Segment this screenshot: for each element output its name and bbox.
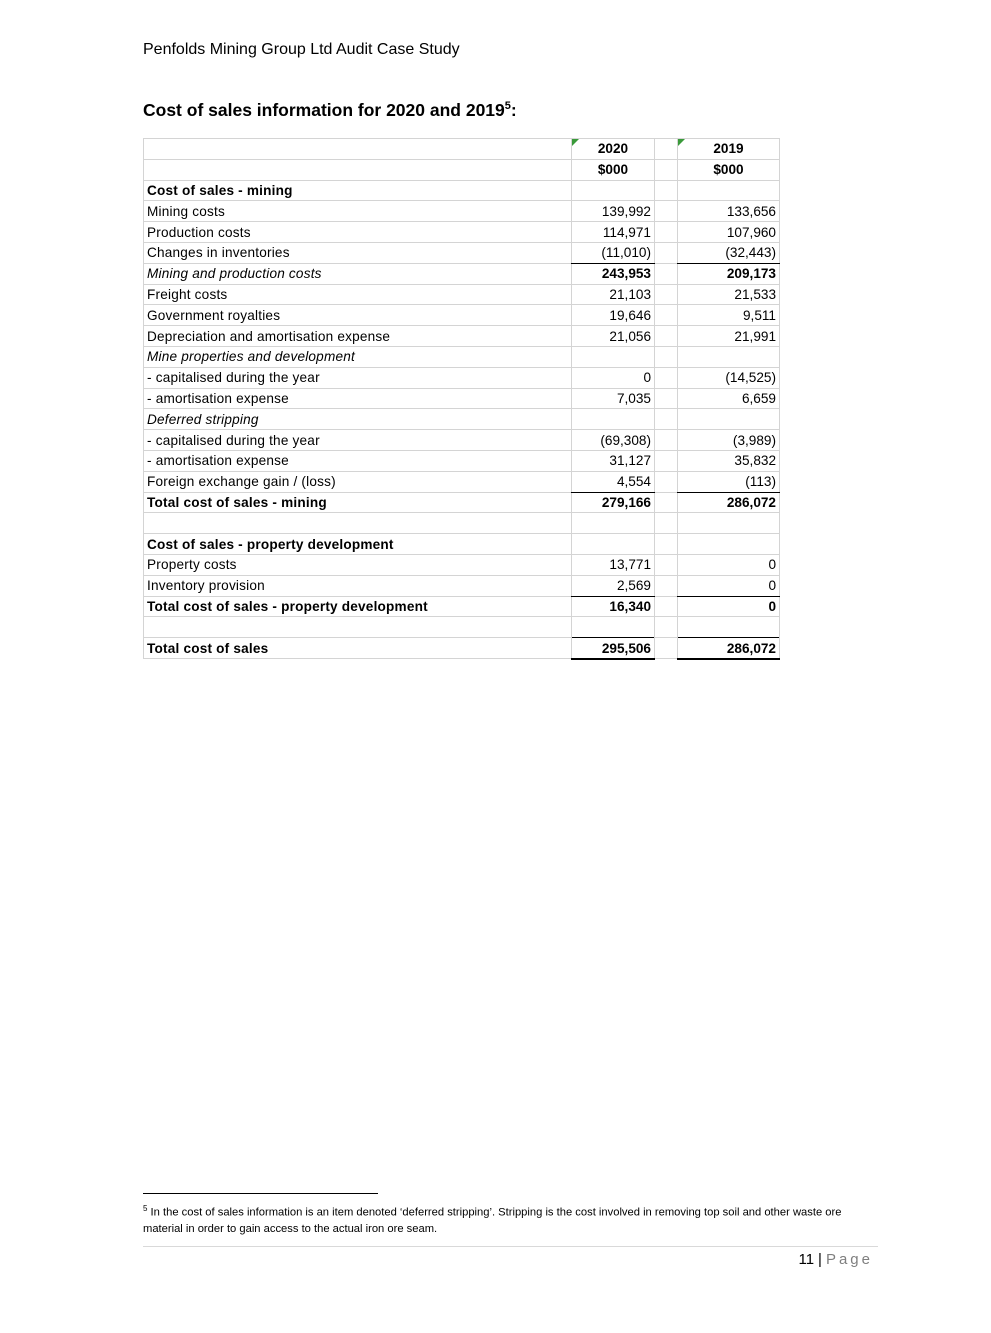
row-label: Cost of sales - mining (144, 180, 572, 201)
value-2020 (572, 409, 655, 430)
column-gap (655, 180, 678, 201)
header-label-cell (144, 159, 572, 180)
column-gap (655, 471, 678, 492)
value-2019: (32,443) (678, 242, 780, 263)
table-row (144, 554, 780, 575)
value-2020: 16,340 (572, 596, 655, 617)
column-gap (655, 326, 678, 347)
column-gap (655, 534, 678, 555)
header-2020-unit: $000 (572, 159, 655, 180)
row-label: Total cost of sales (144, 638, 572, 659)
value-2020: 21,056 (572, 326, 655, 347)
row-label (144, 617, 572, 638)
table-header-row-unit (144, 159, 780, 180)
footnote-ref: 5 (504, 100, 511, 113)
header-2019-unit: $000 (678, 159, 780, 180)
row-label: Inventory provision (144, 575, 572, 596)
row-label: Deferred stripping (144, 409, 572, 430)
value-2019 (678, 409, 780, 430)
column-gap (655, 554, 678, 575)
table-row (144, 284, 780, 305)
column-gap (655, 367, 678, 388)
table-row (144, 388, 780, 409)
table-row (144, 409, 780, 430)
column-gap (655, 638, 678, 659)
table-row (144, 242, 780, 263)
value-2019: (113) (678, 471, 780, 492)
table-row (144, 346, 780, 367)
column-gap (655, 159, 678, 180)
column-gap (655, 263, 678, 284)
table-row (144, 367, 780, 388)
value-2019: 35,832 (678, 450, 780, 471)
table-row (144, 305, 780, 326)
column-gap (655, 139, 678, 160)
value-2019 (678, 617, 780, 638)
page-footer-divider (143, 1246, 878, 1247)
value-2020: (69,308) (572, 430, 655, 451)
header-label-cell (144, 139, 572, 160)
header-2019-year: 2019 (678, 139, 780, 160)
value-2019: 133,656 (678, 201, 780, 222)
row-label: Freight costs (144, 284, 572, 305)
table-row (144, 201, 780, 222)
value-2020: 0 (572, 367, 655, 388)
table-row (144, 534, 780, 555)
column-gap (655, 409, 678, 430)
table-row (144, 180, 780, 201)
table-row (144, 430, 780, 451)
table-row-spacer (144, 513, 780, 534)
value-2019: 9,511 (678, 305, 780, 326)
cost-of-sales-table (143, 138, 780, 660)
table-row (144, 450, 780, 471)
table-row (144, 326, 780, 347)
section-title (143, 100, 517, 121)
row-label: Mine properties and development (144, 346, 572, 367)
table-row (144, 575, 780, 596)
column-gap (655, 596, 678, 617)
section-title-suffix: : (510, 100, 517, 120)
column-gap (655, 492, 678, 513)
value-2020: 31,127 (572, 450, 655, 471)
table-row-total (144, 596, 780, 617)
value-2019: 286,072 (678, 638, 780, 659)
value-2019: 286,072 (678, 492, 780, 513)
column-gap (655, 617, 678, 638)
value-2019 (678, 534, 780, 555)
table-row (144, 263, 780, 284)
row-label: - amortisation expense (144, 388, 572, 409)
page-number (798, 1251, 873, 1268)
value-2020: 21,103 (572, 284, 655, 305)
column-gap (655, 346, 678, 367)
value-2020: 114,971 (572, 222, 655, 243)
column-gap (655, 242, 678, 263)
value-2020 (572, 346, 655, 367)
value-2020: 139,992 (572, 201, 655, 222)
value-2020: 279,166 (572, 492, 655, 513)
value-2020: (11,010) (572, 242, 655, 263)
column-gap (655, 450, 678, 471)
table-header-row-year (144, 139, 780, 160)
table-row (144, 222, 780, 243)
value-2020: 13,771 (572, 554, 655, 575)
column-gap (655, 388, 678, 409)
value-2019: 0 (678, 596, 780, 617)
row-label: Production costs (144, 222, 572, 243)
row-label: Mining costs (144, 201, 572, 222)
value-2019: (14,525) (678, 367, 780, 388)
footnote-divider (143, 1193, 378, 1194)
value-2020: 2,569 (572, 575, 655, 596)
row-label: - capitalised during the year (144, 367, 572, 388)
value-2019: 0 (678, 575, 780, 596)
value-2020 (572, 617, 655, 638)
value-2020: 19,646 (572, 305, 655, 326)
section-title-text: Cost of sales information for 2020 and 2019 (143, 100, 505, 120)
value-2020: 243,953 (572, 263, 655, 284)
row-label: Mining and production costs (144, 263, 572, 284)
value-2020 (572, 513, 655, 534)
value-2020: 295,506 (572, 638, 655, 659)
value-2019: 209,173 (678, 263, 780, 284)
row-label: - amortisation expense (144, 450, 572, 471)
column-gap (655, 430, 678, 451)
row-label: Cost of sales - property development (144, 534, 572, 555)
document-header: Penfolds Mining Group Ltd Audit Case Study (143, 41, 460, 58)
value-2019 (678, 180, 780, 201)
page-separator: | (818, 1251, 822, 1268)
page-label: Page (825, 1251, 873, 1268)
footnote-text: In the cost of sales information is an item denoted ‘deferred stripping’. Stripping is the cost involved in removing top soil and other waste ore material in order to gain access to the actual iron ore seam. (143, 1206, 842, 1235)
value-2020 (572, 534, 655, 555)
value-2019: 0 (678, 554, 780, 575)
value-2019 (678, 513, 780, 534)
value-2020: 4,554 (572, 471, 655, 492)
value-2020: 7,035 (572, 388, 655, 409)
value-2019 (678, 346, 780, 367)
column-gap (655, 513, 678, 534)
row-label: Total cost of sales - property development (144, 596, 572, 617)
value-2020 (572, 180, 655, 201)
row-label: Government royalties (144, 305, 572, 326)
page-number-value: 11 (798, 1251, 815, 1268)
row-label: - capitalised during the year (144, 430, 572, 451)
column-gap (655, 201, 678, 222)
row-label: Total cost of sales - mining (144, 492, 572, 513)
footnote-number: 5 (143, 1204, 148, 1213)
table-row (144, 471, 780, 492)
value-2019: 21,533 (678, 284, 780, 305)
row-label (144, 513, 572, 534)
column-gap (655, 575, 678, 596)
table-row-grand-total (144, 638, 780, 659)
value-2019: 107,960 (678, 222, 780, 243)
column-gap (655, 284, 678, 305)
row-label: Foreign exchange gain / (loss) (144, 471, 572, 492)
value-2019: 21,991 (678, 326, 780, 347)
header-2020-year: 2020 (572, 139, 655, 160)
footnote (143, 1201, 863, 1237)
column-gap (655, 305, 678, 326)
row-label: Property costs (144, 554, 572, 575)
row-label: Changes in inventories (144, 242, 572, 263)
column-gap (655, 222, 678, 243)
value-2019: (3,989) (678, 430, 780, 451)
table-row-total (144, 492, 780, 513)
value-2019: 6,659 (678, 388, 780, 409)
table-row-spacer (144, 617, 780, 638)
row-label: Depreciation and amortisation expense (144, 326, 572, 347)
